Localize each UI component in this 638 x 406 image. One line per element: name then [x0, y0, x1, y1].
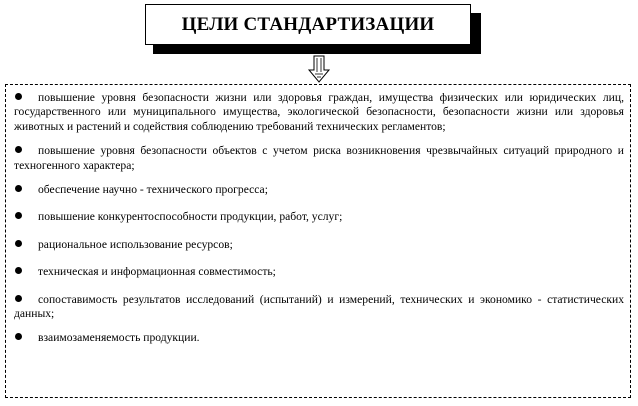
- list-item: [14, 293, 624, 322]
- list-item: [14, 238, 624, 252]
- title-box: [145, 4, 471, 45]
- bullet-icon: [15, 185, 22, 192]
- list-item-text: повышение конкурентоспособности продукции, работ, услуг;: [38, 210, 343, 224]
- bullet-icon: [15, 295, 22, 302]
- goals-list: [5, 84, 631, 398]
- list-item-text: взаимозаменяемость продукции.: [38, 331, 200, 345]
- list-item: [14, 144, 624, 173]
- list-item: [14, 91, 624, 134]
- list-item-text: техническая и информационная совместимость;: [38, 265, 276, 279]
- list-item: [14, 183, 624, 197]
- list-item-text: сопоставимость результатов исследований (испытаний) и измерений, технических и экономико - статистических данных;: [14, 292, 624, 321]
- list-item-text: рациональное использование ресурсов;: [38, 237, 233, 251]
- diagram-title: ЦЕЛИ СТАНДАРТИЗАЦИИ: [181, 13, 435, 35]
- bullet-icon: [15, 146, 22, 153]
- list-item-text: обеспечение научно - технического прогресса;: [38, 183, 268, 197]
- list-item: [14, 331, 624, 345]
- list-item: [14, 210, 624, 224]
- down-arrow-icon: [307, 55, 331, 83]
- bullet-icon: [15, 212, 22, 219]
- list-item: [14, 265, 624, 279]
- list-item-text: повышение уровня безопасности объектов с учетом риска возникновения чрезвычайных ситуаций природного и техногенного характера;: [14, 144, 624, 172]
- bullet-icon: [15, 240, 22, 247]
- list-item-text: повышение уровня безопасности жизни или здоровья граждан, имущества физических или юридических лиц, государственного или муниципального имущества, экологической безопасности, безопасности жизни или здоровья животных и растений и содействия соблюдению требований технических регламентов;: [14, 91, 624, 133]
- bullet-icon: [15, 267, 22, 274]
- bullet-icon: [15, 93, 22, 100]
- bullet-icon: [15, 333, 22, 340]
